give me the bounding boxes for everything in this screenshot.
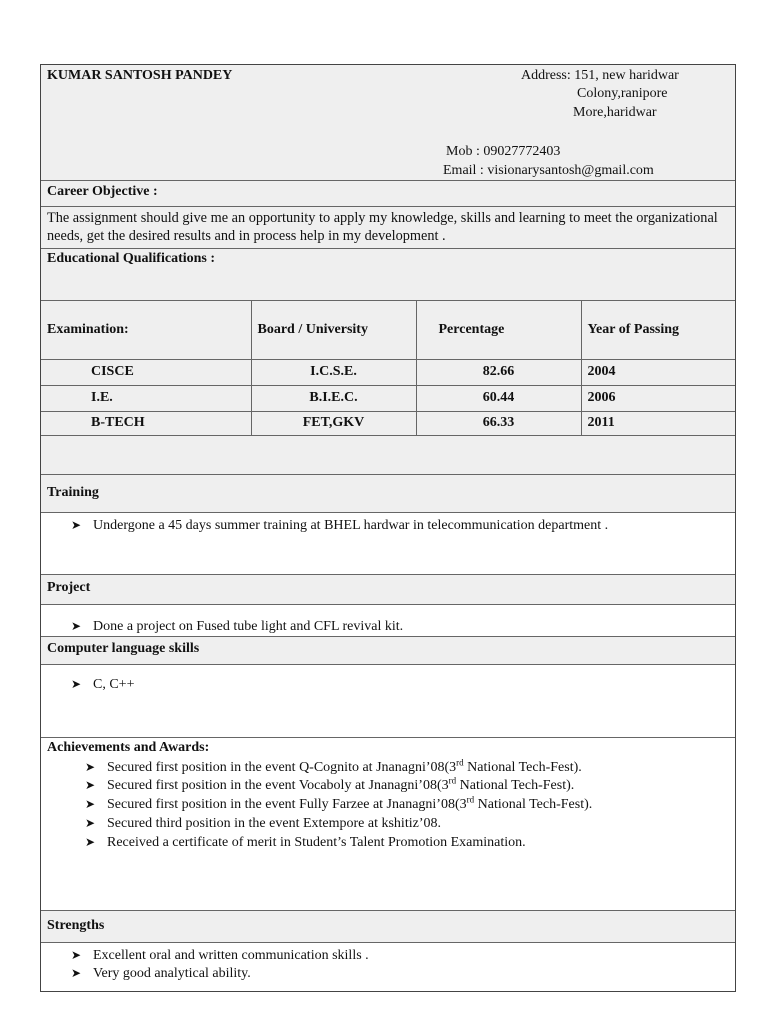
percentage-cell: 60.44 [416, 385, 581, 411]
exam-cell: I.E. [41, 385, 251, 411]
arrowhead-bullet-icon: ➤ [71, 619, 82, 633]
header-block [41, 65, 735, 181]
percentage-cell: 82.66 [416, 359, 581, 385]
strengths-heading: Strengths [47, 918, 105, 933]
col-board: Board / University [251, 301, 416, 359]
education-header-row [41, 301, 735, 359]
list-item: ➤ C, C++ [71, 677, 135, 692]
year-cell: 2011 [581, 411, 735, 435]
list-item: ➤ Secured third position in the event Extempore at kshitiz’08. [85, 816, 441, 831]
exam-cell: B-TECH [41, 411, 251, 435]
list-item: ➤ Undergone a 45 days summer training at BHEL hardwar in telecommunication department . [71, 518, 609, 533]
address-line-3: More,haridwar [573, 105, 657, 120]
computer-skills-heading: Computer language skills [47, 641, 200, 656]
arrowhead-bullet-icon: ➤ [71, 677, 82, 691]
col-year: Year of Passing [581, 301, 735, 359]
training-content-row [41, 513, 735, 575]
achievements-heading: Achievements and Awards: [47, 740, 210, 755]
address-line-1: Address: 151, new haridwar [521, 68, 679, 83]
training-heading-row [41, 475, 735, 513]
strengths-heading-row [41, 911, 735, 943]
arrowhead-bullet-icon: ➤ [71, 948, 82, 962]
career-objective-text-row [41, 207, 735, 249]
table-row [41, 411, 735, 435]
exam-cell: CISCE [41, 359, 251, 385]
year-cell: 2006 [581, 385, 735, 411]
career-objective-heading-row [41, 181, 735, 207]
year-cell: 2004 [581, 359, 735, 385]
strengths-content-row [41, 943, 735, 991]
address-line-2: Colony,ranipore [577, 86, 668, 101]
arrowhead-bullet-icon: ➤ [71, 966, 82, 980]
project-content-row [41, 605, 735, 637]
table-row [41, 359, 735, 385]
arrowhead-bullet-icon: ➤ [85, 835, 96, 849]
achievements-row [41, 737, 735, 911]
list-item: ➤ Secured first position in the event Fully Farzee at Jnanagni’08(3rd National Tech-Fest). [85, 794, 593, 812]
col-examination: Examination: [41, 301, 251, 359]
list-item: ➤ Excellent oral and written communication skills . [71, 948, 369, 963]
arrowhead-bullet-icon: ➤ [85, 778, 96, 792]
arrowhead-bullet-icon: ➤ [71, 518, 82, 532]
education-heading: Educational Qualifications : [47, 251, 216, 266]
resume-page [40, 64, 736, 992]
board-cell: B.I.E.C. [251, 385, 416, 411]
list-item: ➤ Received a certificate of merit in Student’s Talent Promotion Examination. [85, 835, 526, 850]
board-cell: I.C.S.E. [251, 359, 416, 385]
career-objective-text: The assignment should give me an opportunity to apply my knowledge, skills and learning to meet the organizational needs, get the desired results and in process help in my development . [47, 210, 718, 244]
project-heading: Project [47, 580, 91, 595]
email-address: Email : visionarysantosh@gmail.com [443, 163, 654, 178]
education-table [41, 301, 735, 436]
computer-heading-row [41, 637, 735, 665]
career-objective-heading: Career Objective : [47, 184, 158, 199]
col-percentage: Percentage [416, 301, 581, 359]
arrowhead-bullet-icon: ➤ [85, 797, 96, 811]
percentage-cell: 66.33 [416, 411, 581, 435]
arrowhead-bullet-icon: ➤ [85, 816, 96, 830]
spacer-row [41, 436, 735, 475]
arrowhead-bullet-icon: ➤ [85, 760, 96, 774]
training-heading: Training [47, 485, 99, 500]
project-heading-row [41, 575, 735, 605]
candidate-name: KUMAR SANTOSH PANDEY [47, 68, 233, 83]
education-table-wrap [41, 301, 735, 436]
table-row [41, 385, 735, 411]
mobile-number: Mob : 09027772403 [446, 144, 561, 159]
list-item: ➤ Done a project on Fused tube light and CFL revival kit. [71, 619, 404, 634]
list-item: ➤ Very good analytical ability. [71, 966, 251, 981]
list-item: ➤ Secured first position in the event Vocaboly at Jnanagni’08(3rd National Tech-Fest). [85, 775, 575, 793]
board-cell: FET,GKV [251, 411, 416, 435]
list-item: ➤ Secured first position in the event Q-Cognito at Jnanagni’08(3rd National Tech-Fest). [85, 757, 582, 775]
computer-content-row [41, 665, 735, 737]
education-heading-row [41, 249, 735, 301]
